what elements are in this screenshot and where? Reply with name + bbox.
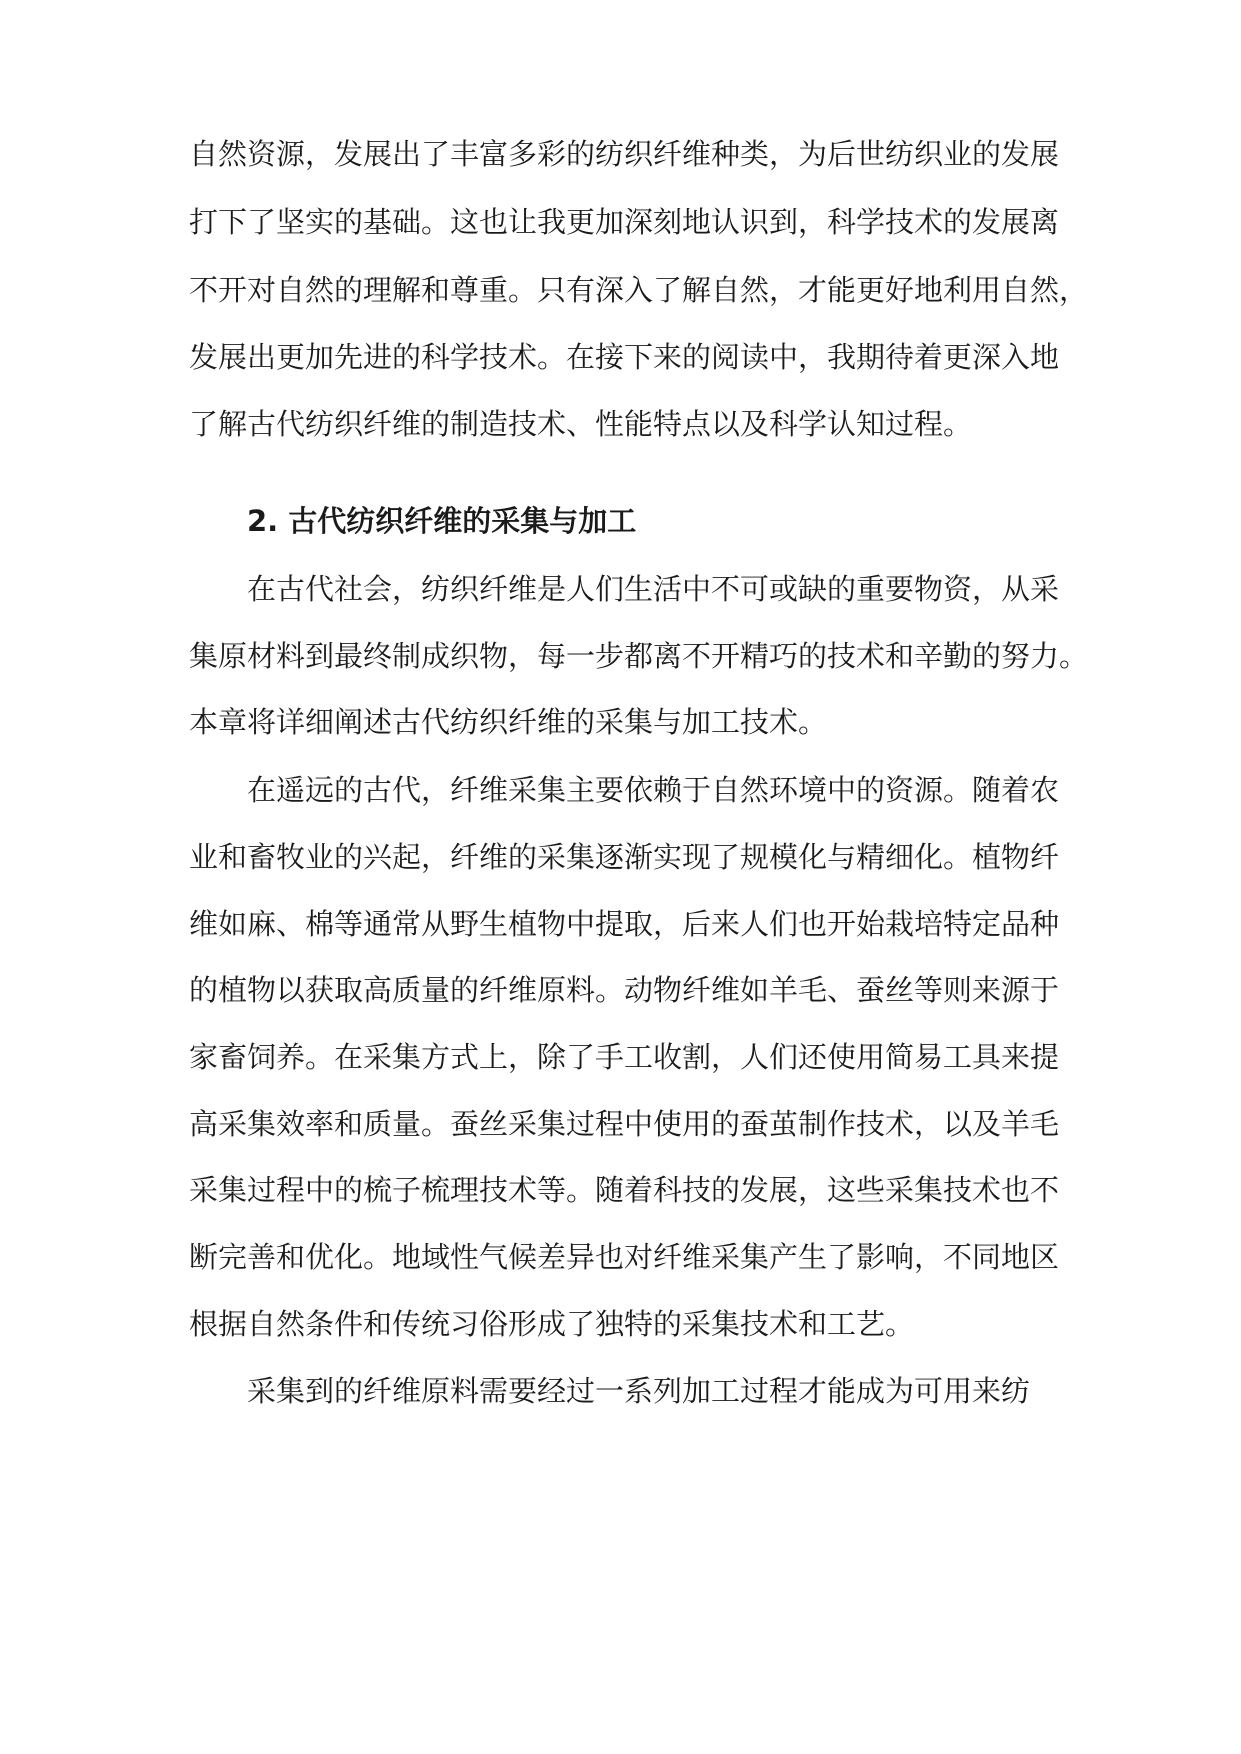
text-line: 断完善和优化。地域性气候差异也对纤维采集产生了影响，不同地区 — [189, 1240, 1060, 1274]
text-line: 根据自然条件和传统习俗形成了独特的采集技术和工艺。 — [189, 1307, 915, 1341]
text-line: 不开对自然的理解和尊重。只有深入了解自然，才能更好地利用自然， — [189, 273, 1089, 307]
text-line: 了解古代纺织纤维的制造技术、性能特点以及科学认知过程。 — [189, 407, 973, 441]
text-line: 在古代社会，纺织纤维是人们生活中不可或缺的重要物资，从采 — [247, 572, 1060, 606]
text-line: 业和畜牧业的兴起，纤维的采集逐渐实现了规模化与精细化。植物纤 — [189, 840, 1060, 874]
text-line: 在遥远的古代，纤维采集主要依赖于自然环境中的资源。随着农 — [247, 773, 1060, 807]
section-heading: 2. 古代纺织纤维的采集与加工 — [247, 504, 637, 538]
text-line: 维如麻、棉等通常从野生植物中提取，后来人们也开始栽培特定品种 — [189, 907, 1060, 941]
text-line: 打下了坚实的基础。这也让我更加深刻地认识到，科学技术的发展离 — [189, 205, 1060, 239]
text-line: 采集过程中的梳子梳理技术等。随着科技的发展，这些采集技术也不 — [189, 1173, 1060, 1207]
text-line: 高采集效率和质量。蚕丝采集过程中使用的蚕茧制作技术，以及羊毛 — [189, 1107, 1060, 1141]
text-line: 发展出更加先进的科学技术。在接下来的阅读中，我期待着更深入地 — [189, 340, 1060, 374]
text-line: 本章将详细阐述古代纺织纤维的采集与加工技术。 — [189, 705, 828, 739]
text-line: 家畜饲养。在采集方式上，除了手工收割，人们还使用简易工具来提 — [189, 1040, 1060, 1074]
text-line: 采集到的纤维原料需要经过一系列加工过程才能成为可用来纺 — [247, 1374, 1031, 1408]
text-line: 自然资源，发展出了丰富多彩的纺织纤维种类，为后世纺织业的发展 — [189, 137, 1060, 171]
text-line: 的植物以获取高质量的纤维原料。动物纤维如羊毛、蚕丝等则来源于 — [189, 973, 1060, 1007]
text-line: 集原材料到最终制成织物，每一步都离不开精巧的技术和辛勤的努力。 — [189, 639, 1089, 673]
